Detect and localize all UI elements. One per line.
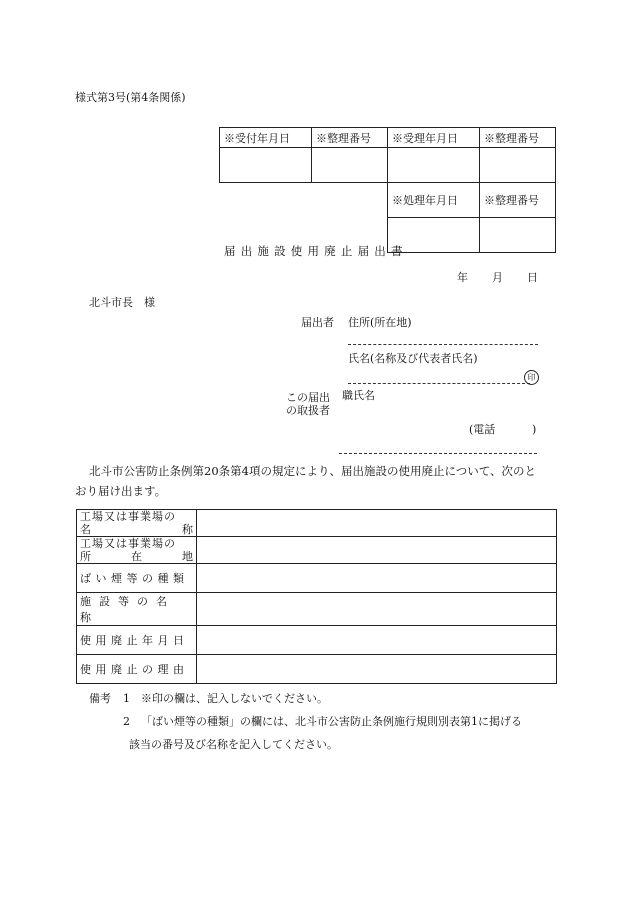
discontinue-date-value[interactable] <box>197 626 557 655</box>
table-row <box>77 537 557 564</box>
facility-name-label: 施設等の名称 <box>77 593 197 626</box>
smoke-type-label: ばい煙等の種類 <box>77 564 197 593</box>
discontinue-reason-label: 使用廃止の理由 <box>77 655 197 684</box>
table-row <box>77 564 557 593</box>
name-label: 氏名(名称及び代表者氏名) <box>348 352 478 365</box>
note-2-number: 2 <box>123 715 130 728</box>
date-day: 日 <box>527 271 538 284</box>
document-title: 届出施設使用廃止届出書 <box>224 244 408 258</box>
seal-mark: 印 <box>524 370 539 385</box>
factory-name-label: 工場又は事業場の 名 称 <box>77 510 197 537</box>
receipt-date-cell[interactable] <box>220 148 312 183</box>
date-month: 月 <box>492 271 503 284</box>
table-row <box>77 655 557 684</box>
processing-date-header: ※処理年月日 <box>388 183 480 218</box>
date-year: 年 <box>457 271 468 284</box>
phone-close: ) <box>532 423 537 436</box>
note-1-text: ※印の欄は、記入しないでください。 <box>141 692 328 705</box>
factory-location-label: 工場又は事業場の 所 在 地 <box>77 537 197 564</box>
address-line[interactable] <box>348 344 538 345</box>
acceptance-date-cell[interactable] <box>388 148 480 183</box>
acceptance-date-header: ※受理年月日 <box>388 128 480 148</box>
table-row <box>77 593 557 626</box>
reference-number-header-3: ※整理番号 <box>480 183 556 218</box>
facility-table <box>76 509 557 684</box>
facility-name-value[interactable] <box>197 593 557 626</box>
handler-name-label: 職氏名 <box>342 389 375 402</box>
notifier-label: 届出者 <box>301 316 334 329</box>
factory-name-value[interactable] <box>197 510 557 537</box>
handler-label: この届出 の取扱者 <box>286 391 330 417</box>
notes-heading: 備考 <box>89 692 111 705</box>
reference-number-cell[interactable] <box>312 148 388 183</box>
note-2-text-line1: 「ばい煙等の種類」の欄には、北斗市公害防止条例施行規則別表第1に掲げる <box>141 715 522 728</box>
body-text-line2: おり届け出ます。 <box>75 484 167 498</box>
table-row <box>77 626 557 655</box>
name-line[interactable] <box>348 383 530 384</box>
form-number: 様式第3号(第4条関係) <box>75 91 186 104</box>
reference-number-header-2: ※整理番号 <box>480 128 556 148</box>
address-label: 住所(所在地) <box>348 316 412 329</box>
discontinue-date-label: 使用廃止年月日 <box>77 626 197 655</box>
note-1-number: 1 <box>123 692 130 705</box>
table-row <box>77 510 557 537</box>
receipt-date-header: ※受付年月日 <box>220 128 312 148</box>
discontinue-reason-value[interactable] <box>197 655 557 684</box>
reference-number-header: ※整理番号 <box>312 128 388 148</box>
phone-label: (電話 <box>469 423 496 436</box>
reference-number-cell-2[interactable] <box>480 148 556 183</box>
factory-location-value[interactable] <box>197 537 557 564</box>
handler-line[interactable] <box>339 453 537 454</box>
smoke-type-value[interactable] <box>197 564 557 593</box>
reference-number-cell-3[interactable] <box>480 217 556 252</box>
office-use-table <box>219 127 556 253</box>
body-text-line1: 北斗市公害防止条例第20条第4項の規定により、届出施設の使用廃止について、次のと <box>89 464 536 478</box>
addressee: 北斗市長 様 <box>89 296 155 309</box>
note-2-text-line2: 該当の番号及び名称を記入してください。 <box>129 738 338 751</box>
